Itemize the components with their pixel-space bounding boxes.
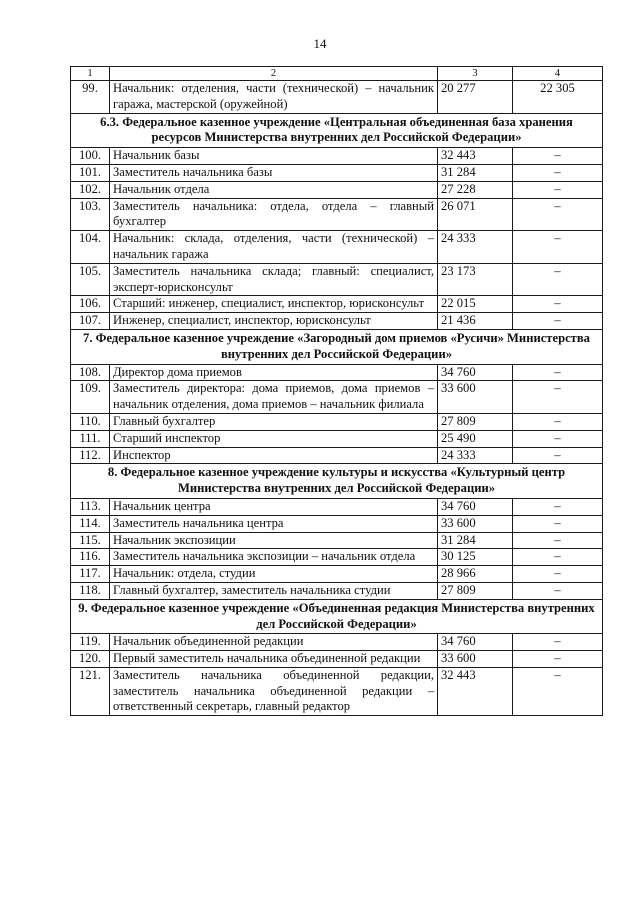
row-number: 102. <box>71 181 110 198</box>
extra-value: – <box>513 634 603 651</box>
salary-value: 27 809 <box>438 582 513 599</box>
row-number: 108. <box>71 364 110 381</box>
table-row <box>71 549 603 566</box>
row-number: 106. <box>71 296 110 313</box>
salary-value: 24 333 <box>438 231 513 264</box>
row-number: 114. <box>71 515 110 532</box>
position-title: Заместитель начальника центра <box>110 515 438 532</box>
table-row <box>71 148 603 165</box>
section-title: 9. Федеральное казенное учреждение «Объединенная редакция Министерства внутренних дел Российской Федерации» <box>71 599 603 634</box>
salary-value: 25 490 <box>438 430 513 447</box>
extra-value: – <box>513 549 603 566</box>
row-number: 117. <box>71 566 110 583</box>
extra-value: – <box>513 430 603 447</box>
position-title: Заместитель начальника: отдела, отдела – главный бухгалтер <box>110 198 438 231</box>
extra-value: – <box>513 164 603 181</box>
position-title: Заместитель начальника склада; главный: специалист, эксперт-юрисконсульт <box>110 263 438 296</box>
salary-value: 24 333 <box>438 447 513 464</box>
position-title: Заместитель начальника экспозиции – начальник отдела <box>110 549 438 566</box>
table-row <box>71 296 603 313</box>
extra-value: – <box>513 532 603 549</box>
row-number: 118. <box>71 582 110 599</box>
section-title: 6.3. Федеральное казенное учреждение «Центральная объединенная база хранения ресурсов Министерства внутренних дел Российской Федерации» <box>71 113 603 148</box>
table-row <box>71 81 603 114</box>
salary-value: 30 125 <box>438 549 513 566</box>
salary-value: 31 284 <box>438 164 513 181</box>
table-row <box>71 447 603 464</box>
position-title: Инспектор <box>110 447 438 464</box>
table-row <box>71 263 603 296</box>
extra-value: – <box>513 296 603 313</box>
table-row <box>71 413 603 430</box>
row-number: 99. <box>71 81 110 114</box>
table-row <box>71 532 603 549</box>
salary-value: 33 600 <box>438 515 513 532</box>
table-row <box>71 515 603 532</box>
table-row <box>71 667 603 715</box>
salary-value: 33 600 <box>438 651 513 668</box>
table-row <box>71 181 603 198</box>
salary-value: 22 015 <box>438 296 513 313</box>
row-number: 104. <box>71 231 110 264</box>
section-header-row <box>71 329 603 364</box>
extra-value: – <box>513 263 603 296</box>
extra-value: – <box>513 313 603 330</box>
table-row <box>71 381 603 414</box>
position-title: Директор дома приемов <box>110 364 438 381</box>
row-number: 120. <box>71 651 110 668</box>
extra-value: – <box>513 498 603 515</box>
position-title: Начальник центра <box>110 498 438 515</box>
position-title: Главный бухгалтер, заместитель начальника студии <box>110 582 438 599</box>
section-header-row <box>71 599 603 634</box>
row-number: 112. <box>71 447 110 464</box>
salary-value: 32 443 <box>438 148 513 165</box>
salary-value: 21 436 <box>438 313 513 330</box>
table-row <box>71 498 603 515</box>
salary-value: 34 760 <box>438 634 513 651</box>
salary-value: 34 760 <box>438 498 513 515</box>
table-row <box>71 634 603 651</box>
header-col-1: 1 <box>71 67 110 81</box>
row-number: 119. <box>71 634 110 651</box>
extra-value: – <box>513 447 603 464</box>
extra-value: – <box>513 413 603 430</box>
position-title: Главный бухгалтер <box>110 413 438 430</box>
row-number: 101. <box>71 164 110 181</box>
position-title: Заместитель директора: дома приемов, дома приемов – начальник отделения, дома приемов – начальник филиала <box>110 381 438 414</box>
row-number: 121. <box>71 667 110 715</box>
header-col-3: 3 <box>438 67 513 81</box>
extra-value: – <box>513 667 603 715</box>
salary-value: 27 809 <box>438 413 513 430</box>
extra-value: – <box>513 566 603 583</box>
extra-value: – <box>513 515 603 532</box>
section-title: 7. Федеральное казенное учреждение «Загородный дом приемов «Русичи» Министерства внутренних дел Российской Федерации» <box>71 329 603 364</box>
section-title: 8. Федеральное казенное учреждение культуры и искусства «Культурный центр Министерства внутренних дел Российской Федерации» <box>71 464 603 499</box>
position-title: Начальник базы <box>110 148 438 165</box>
salary-value: 23 173 <box>438 263 513 296</box>
row-number: 110. <box>71 413 110 430</box>
position-title: Начальник отдела <box>110 181 438 198</box>
header-col-4: 4 <box>513 67 603 81</box>
extra-value: – <box>513 651 603 668</box>
table-row <box>71 198 603 231</box>
salary-value: 34 760 <box>438 364 513 381</box>
row-number: 116. <box>71 549 110 566</box>
row-number: 103. <box>71 198 110 231</box>
row-number: 115. <box>71 532 110 549</box>
salary-value: 28 966 <box>438 566 513 583</box>
table-row <box>71 566 603 583</box>
row-number: 109. <box>71 381 110 414</box>
salary-table <box>70 66 603 716</box>
row-number: 100. <box>71 148 110 165</box>
row-number: 105. <box>71 263 110 296</box>
position-title: Старший: инженер, специалист, инспектор, юрисконсульт <box>110 296 438 313</box>
table-row <box>71 231 603 264</box>
table-header-row <box>71 67 603 81</box>
table-row <box>71 364 603 381</box>
position-title: Инженер, специалист, инспектор, юрисконсульт <box>110 313 438 330</box>
section-header-row <box>71 464 603 499</box>
position-title: Старший инспектор <box>110 430 438 447</box>
position-title: Начальник объединенной редакции <box>110 634 438 651</box>
extra-value: – <box>513 364 603 381</box>
row-number: 107. <box>71 313 110 330</box>
extra-value: – <box>513 148 603 165</box>
position-title: Начальник: отдела, студии <box>110 566 438 583</box>
row-number: 111. <box>71 430 110 447</box>
table-row <box>71 313 603 330</box>
position-title: Первый заместитель начальника объединенной редакции <box>110 651 438 668</box>
extra-value: – <box>513 198 603 231</box>
table-row <box>71 651 603 668</box>
salary-value: 20 277 <box>438 81 513 114</box>
position-title: Заместитель начальника объединенной редакции, заместитель начальника объединенной редакции – ответственный секретарь, главный редактор <box>110 667 438 715</box>
table-row <box>71 582 603 599</box>
page-number: 14 <box>313 36 327 51</box>
extra-value: 22 305 <box>513 81 603 114</box>
table-row <box>71 164 603 181</box>
header-col-2: 2 <box>110 67 438 81</box>
section-header-row <box>71 113 603 148</box>
extra-value: – <box>513 181 603 198</box>
extra-value: – <box>513 381 603 414</box>
salary-value: 31 284 <box>438 532 513 549</box>
salary-value: 32 443 <box>438 667 513 715</box>
row-number: 113. <box>71 498 110 515</box>
salary-value: 33 600 <box>438 381 513 414</box>
table-row <box>71 430 603 447</box>
salary-value: 26 071 <box>438 198 513 231</box>
position-title: Заместитель начальника базы <box>110 164 438 181</box>
salary-value: 27 228 <box>438 181 513 198</box>
extra-value: – <box>513 231 603 264</box>
position-title: Начальник: склада, отделения, части (технической) – начальник гаража <box>110 231 438 264</box>
position-title: Начальник: отделения, части (технической) – начальник гаража, мастерской (оружейной) <box>110 81 438 114</box>
position-title: Начальник экспозиции <box>110 532 438 549</box>
extra-value: – <box>513 582 603 599</box>
